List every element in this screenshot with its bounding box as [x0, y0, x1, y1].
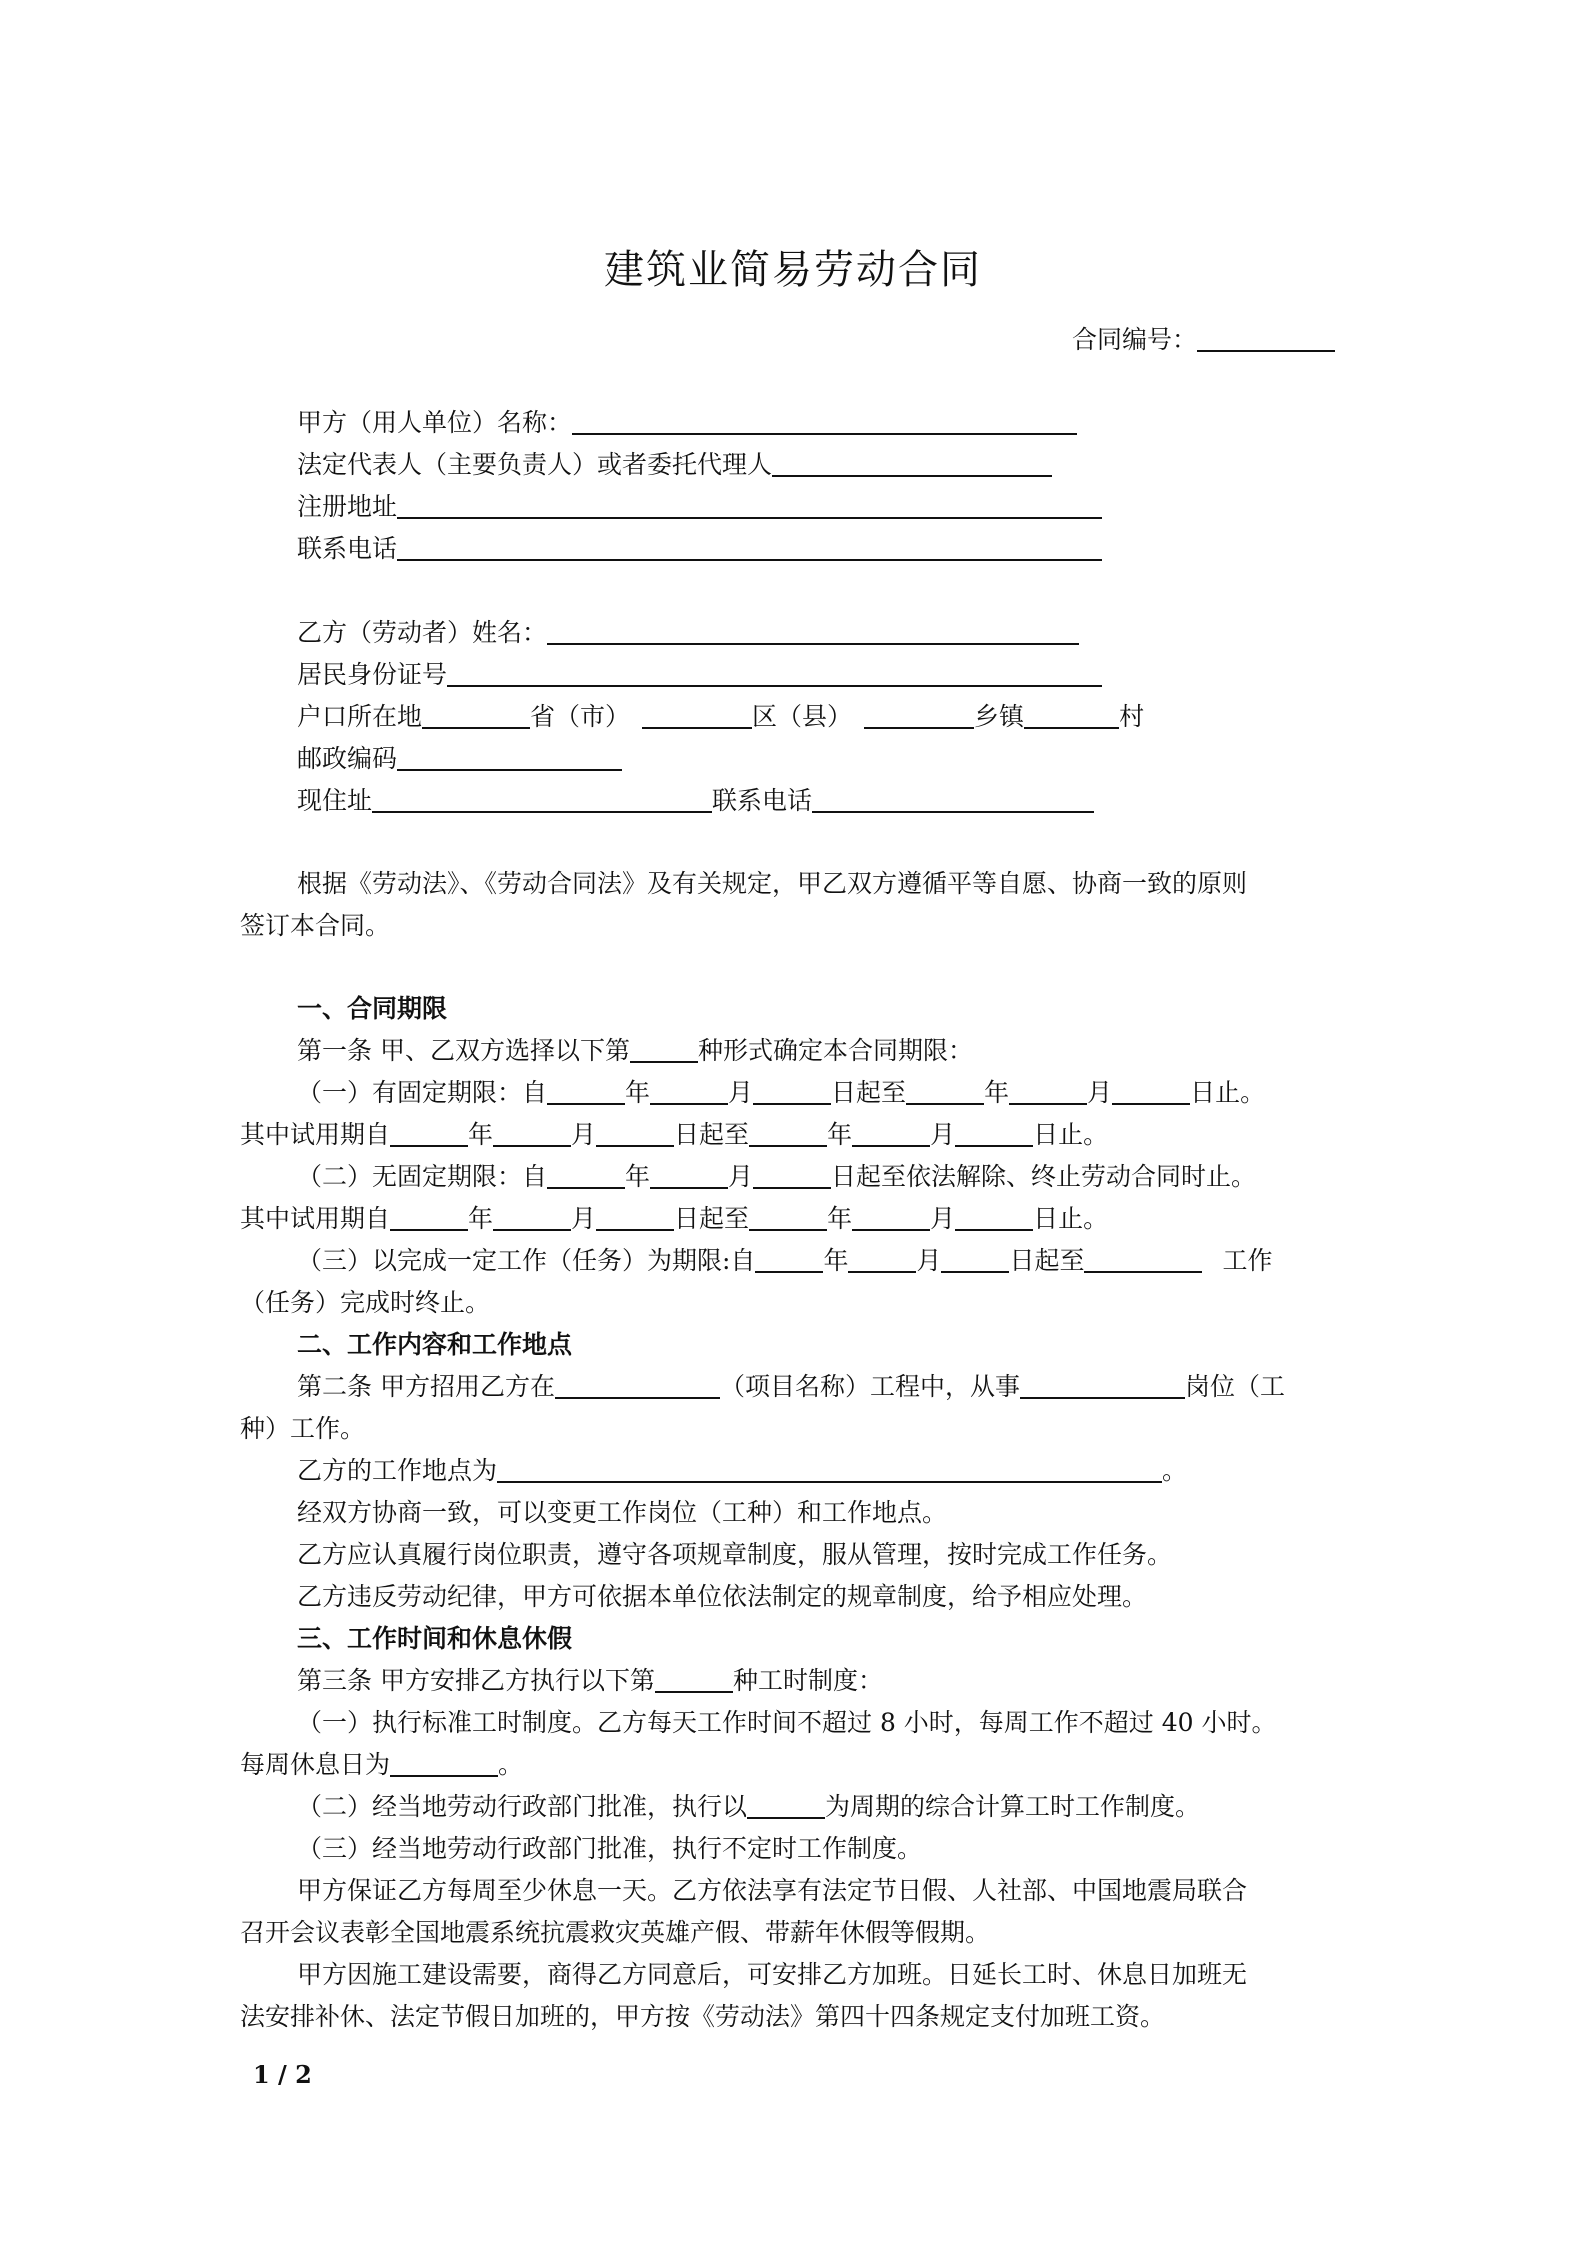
day-end-label: 日止。 [1033, 1120, 1109, 1149]
blank [547, 1077, 625, 1105]
current-address-label: 现住址 [297, 786, 373, 815]
article-2-text-b: （项目名称）工程中，从事 [719, 1372, 1020, 1401]
section-3-para-2a: 甲方因施工建设需要，商得乙方同意后，可安排乙方加班。日延长工时、休息日加班无 [297, 1960, 1248, 1989]
blank [1084, 1245, 1202, 1273]
blank [852, 1203, 930, 1231]
party-b-id-row [297, 657, 1102, 693]
blank [650, 1161, 728, 1189]
blank [493, 1119, 571, 1147]
month-label: 月 [930, 1120, 956, 1149]
probation-text: 其中试用期自 [240, 1204, 391, 1233]
province-label: 省（市） [530, 702, 631, 731]
period-blank [747, 1791, 825, 1819]
blank [596, 1203, 674, 1231]
day-end-label: 日止。 [1190, 1078, 1266, 1107]
blank [493, 1203, 571, 1231]
section-3-para-1b: 召开会议表彰全国地震系统抗震救灾英雄产假、带薪年休假等假期。 [240, 1918, 991, 1947]
article-3-text-b: 种工时制度： [732, 1666, 883, 1695]
party-a-address-label: 注册地址 [297, 492, 398, 521]
blank [650, 1077, 728, 1105]
option-1-text: （一）有固定期限：自 [297, 1078, 548, 1107]
postcode-blank [397, 743, 622, 771]
blank [848, 1245, 916, 1273]
work-hours-option-2 [297, 1789, 1200, 1825]
probation-text: 其中试用期自 [240, 1120, 391, 1149]
section-2-para-1: 经双方协商一致，可以变更工作岗位（工种）和工作地点。 [297, 1498, 948, 1527]
party-a-name-blank [572, 407, 1077, 435]
contract-number-label: 合同编号： [1072, 325, 1198, 354]
blank [955, 1203, 1033, 1231]
work-place-label: 乙方的工作地点为 [297, 1456, 498, 1485]
party-b-name-blank [547, 617, 1079, 645]
postcode-label: 邮政编码 [297, 744, 398, 773]
work-hours-option-2-text-a: （二）经当地劳动行政部门批准，执行以 [297, 1792, 748, 1821]
blank [955, 1119, 1033, 1147]
option-2-text: （二）无固定期限：自 [297, 1162, 548, 1191]
article-1-blank [630, 1035, 698, 1063]
year-label: 年 [827, 1204, 853, 1233]
article-1-text-a: 第一条 甲、乙双方选择以下第 [297, 1036, 630, 1065]
party-b-name-row [297, 615, 1079, 651]
year-label: 年 [625, 1162, 651, 1191]
party-a-name-row [297, 405, 1077, 441]
work-hours-option-2-text-b: 为周期的综合计算工时工作制度。 [825, 1792, 1201, 1821]
option-3-row [297, 1243, 1273, 1279]
party-a-rep-row [297, 447, 1052, 483]
party-a-phone-label: 联系电话 [297, 534, 398, 563]
section-1-heading: 一、合同期限 [297, 994, 448, 1023]
blank [1112, 1077, 1190, 1105]
village-label: 村 [1119, 702, 1145, 731]
day-from-to-label: 日起至 [674, 1120, 750, 1149]
rest-day-blank [390, 1749, 498, 1777]
party-b-hukou-label: 户口所在地 [297, 702, 423, 731]
year-label: 年 [468, 1204, 494, 1233]
town-blank [864, 701, 974, 729]
section-3-para-1a: 甲方保证乙方每周至少休息一天。乙方依法享有法定节日假、人社部、中国地震局联合 [297, 1876, 1248, 1905]
option-2-end-text: 日起至依法解除、终止劳动合同时止。 [831, 1162, 1257, 1191]
year-label: 年 [625, 1078, 651, 1107]
option-1-row [297, 1075, 1265, 1111]
town-label: 乡镇 [974, 702, 1025, 731]
intro-line-2: 签订本合同。 [240, 911, 391, 940]
party-b-name-label: 乙方（劳动者）姓名： [297, 618, 548, 647]
work-hours-option-3: （三）经当地劳动行政部门批准，执行不定时工作制度。 [297, 1834, 923, 1863]
rest-day-label: 每周休息日为 [240, 1750, 391, 1779]
year-label: 年 [468, 1120, 494, 1149]
party-b-id-blank [447, 659, 1102, 687]
blank [755, 1245, 823, 1273]
district-label: 区（县） [752, 702, 853, 731]
document-title: 建筑业简易劳动合同 [604, 247, 982, 293]
rest-day-row [240, 1747, 523, 1783]
option-3-text: （三）以完成一定工作（任务）为期限:自 [297, 1246, 756, 1275]
probation-2-row [240, 1201, 1108, 1237]
section-2-heading: 二、工作内容和工作地点 [297, 1330, 573, 1359]
work-place-row [297, 1453, 1187, 1489]
blank [1009, 1077, 1087, 1105]
probation-1-row [240, 1117, 1108, 1153]
month-label: 月 [571, 1204, 597, 1233]
party-b-phone-label: 联系电话 [712, 786, 813, 815]
blank [749, 1119, 827, 1147]
party-a-phone-blank [397, 533, 1102, 561]
article-2-tail: 种）工作。 [240, 1414, 366, 1443]
party-a-phone-row [297, 531, 1102, 567]
article-3-blank [655, 1665, 733, 1693]
month-label: 月 [728, 1162, 754, 1191]
work-place-end: 。 [1162, 1456, 1188, 1485]
intro-line-1: 根据《劳动法》、《劳动合同法》及有关规定，甲乙双方遵循平等自愿、协商一致的原则 [297, 869, 1248, 898]
work-hours-option-1: （一）执行标准工时制度。乙方每天工作时间不超过 8 小时，每周工作不超过 40 小时。 [297, 1708, 1277, 1737]
party-b-hukou-row [297, 699, 1144, 735]
party-a-address-blank [397, 491, 1102, 519]
article-1-row [297, 1033, 973, 1069]
party-b-address-row [297, 783, 1094, 819]
section-3-heading: 三、工作时间和休息休假 [297, 1624, 573, 1653]
section-2-para-2: 乙方应认真履行岗位职责，遵守各项规章制度，服从管理，按时完成工作任务。 [297, 1540, 1173, 1569]
work-label: 工作 [1222, 1246, 1273, 1275]
option-2-row [297, 1159, 1256, 1195]
day-from-to-label: 日起至 [831, 1078, 907, 1107]
contract-number-blank [1197, 324, 1335, 352]
rest-day-end: 。 [498, 1750, 524, 1779]
article-2-text-c: 岗位（工 [1184, 1372, 1285, 1401]
month-label: 月 [930, 1204, 956, 1233]
month-label: 月 [1087, 1078, 1113, 1107]
page-number: 1 / 2 [253, 2060, 312, 2089]
blank [753, 1077, 831, 1105]
party-a-name-label: 甲方（用人单位）名称： [297, 408, 573, 437]
party-b-id-label: 居民身份证号 [297, 660, 448, 689]
article-2-row [297, 1369, 1285, 1405]
month-label: 月 [728, 1078, 754, 1107]
work-place-blank [497, 1455, 1162, 1483]
month-label: 月 [571, 1120, 597, 1149]
year-label: 年 [984, 1078, 1010, 1107]
party-a-rep-blank [772, 449, 1052, 477]
article-3-text-a: 第三条 甲方安排乙方执行以下第 [297, 1666, 655, 1695]
year-label: 年 [823, 1246, 849, 1275]
blank [852, 1119, 930, 1147]
party-b-phone-blank [812, 785, 1094, 813]
section-3-para-2b: 法安排补休、法定节假日加班的，甲方按《劳动法》第四十四条规定支付加班工资。 [240, 2002, 1166, 2031]
village-blank [1024, 701, 1119, 729]
project-name-blank [555, 1371, 720, 1399]
contract-number-row [1072, 320, 1335, 356]
party-b-postcode-row [297, 741, 622, 777]
year-label: 年 [827, 1120, 853, 1149]
month-label: 月 [916, 1246, 942, 1275]
blank [390, 1203, 468, 1231]
day-from-to-label: 日起至 [1009, 1246, 1085, 1275]
current-address-blank [372, 785, 712, 813]
section-2-para-3: 乙方违反劳动纪律，甲方可依据本单位依法制定的规章制度，给予相应处理。 [297, 1582, 1148, 1611]
blank [596, 1119, 674, 1147]
blank [753, 1161, 831, 1189]
province-blank [422, 701, 530, 729]
blank [941, 1245, 1009, 1273]
option-3-tail: （任务）完成时终止。 [240, 1288, 491, 1317]
blank [547, 1161, 625, 1189]
party-a-address-row [297, 489, 1102, 525]
day-end-label: 日止。 [1033, 1204, 1109, 1233]
position-blank [1020, 1371, 1185, 1399]
article-2-text-a: 第二条 甲方招用乙方在 [297, 1372, 555, 1401]
article-1-text-b: 种形式确定本合同期限： [697, 1036, 973, 1065]
district-blank [642, 701, 752, 729]
party-a-rep-label: 法定代表人（主要负责人）或者委托代理人 [297, 450, 773, 479]
blank [906, 1077, 984, 1105]
day-from-to-label: 日起至 [674, 1204, 750, 1233]
article-3-row [297, 1663, 883, 1699]
blank [749, 1203, 827, 1231]
blank [390, 1119, 468, 1147]
